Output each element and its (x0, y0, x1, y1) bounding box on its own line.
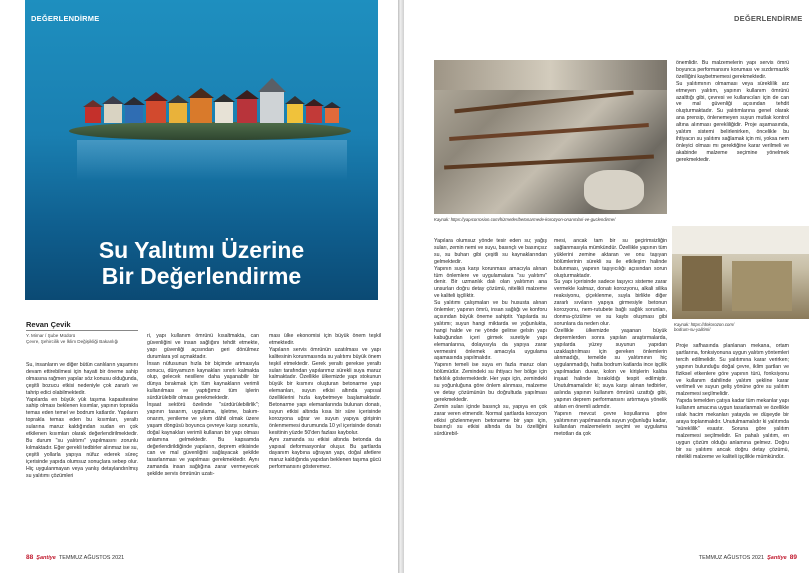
hero-illustration (25, 0, 378, 300)
left-page (0, 0, 398, 573)
rusted-rebar (454, 91, 633, 114)
ceiling-strip (434, 60, 667, 90)
issue-date: TEMMUZ AĞUSTOS 2021 (698, 555, 765, 561)
affiliation-line: Y. Mimar / Şube Müdürü (26, 333, 76, 338)
island-shape (69, 122, 351, 140)
damp-wall (732, 261, 792, 311)
page-number: 89 (789, 554, 797, 561)
body-column-2: ri, yapı kullanım ömrünü kısaltmakta, can güvenliğini ve insan sağlığını tehdit etmekte, yapı güvenliği açısından geri dönülmez durumlara yol açmaktadır. İnsan nüfusunun hızla bir biçimde artmasıyla sonucu, dünyamızın kaynakları sınırlı kalmakta olup, gelecek nesillere daha yaşanabilir bir dünya bırakmak için tüm kaynakların verimli kullanılması ve yaptığımız tüm işlerin sürdürülebilir olması gerekmektedir. İnşaat sektörü özelinde "sürdürülebilirlik"; yapının tasarım, uygulama, işletme, bakım-onarım, yenileme ve yıkım dâhil olmak üzere yaşam döngüsü boyunca çevreye karşı sorumlu, doğal kaynakları verimli kullanan bir yapı olması anlamına gelmektedir. Bu kapsamda değerlendirildiğinde yapıların, deprem etkisinde can ve mal güvenliğini sağlayacak şekilde tasarlanması ve yapılması gerekmektedir. Aynı zamanda insan sağlığına zarar vermeyecek şekilde servis ömrünün uzatı- (147, 333, 259, 478)
brand-logo: Şantiye (36, 555, 56, 561)
author-name: Revan Çevik (26, 320, 71, 329)
body-column-1: Yapılara olumsuz yönde tesir eden su; yağış suları, zemin nemi ve suyu, basınçlı ve basınçsız su, su buharı gibi çeşitli su kaynaklarından gelmektedir. Yapının suya karşı korunması amacıyla alınan tüm önlemlere ve uygulamalara "su yalıtımı" denir. Bir uzmanlık dalı olan yalıtımın ana unsurları doğru detay çözümü, nitelikli malzeme ve kaliteli işçiliktir. Su yalıtımı çalışmaları ve bu hususta alınan önlemler; yapının ömrü, insan sağlığı ve konforu açısından büyük öneme sahiptir. Yapılarda su yalıtımı; suyun hangi miktarda ve yoğunlukta, hangi halde ve ne yönde gelirse gelsin yapı kabuğundan içeri girmek suretiyle yapı elemanlarına, dolayısıyla da yapıya zarar vermesini önlemek amacıyla uygulama aşamasında yapılmalıdır. Yapının temeli ise suya en fazla maruz olan bölümüdür. Zemindeki su ihtiyacı her bölge için farklılık göstermektedir. Her yapı için, zemindeki su yoğunluğuna göre önlem alınması, malzeme ve detay çözümünün bu doğrultuda yapılması gerekmektedir. Zemin suları içinde basınçlı su, yapıya en çok zarar veren etmendir. Normal şartlarda korozyon etkisi gözlenmeyen betonarme bir yapı için, basınçlı su etkisi altında da bu özelliğini sürdürebil- (434, 238, 547, 438)
brand-logo: Şantiye (767, 555, 787, 561)
article-title-line2: Bir Değerlendirme (101, 263, 302, 289)
corrosion-photo (434, 60, 667, 214)
damp-wall (682, 256, 722, 311)
author-affiliation (26, 333, 146, 344)
water-reflection (77, 140, 347, 180)
body-column-3a: önemlidir. Bu malzemelerin yapı servis ömrü boyunca performansını koruması ve sızdırmazlık özelliğini kaybetmemesi gerekmektedir. Su yalıtımının olmaması veya süreklilik arz etmeyen yalıtım, yapının kullanım ömrünü azalttığı gibi, çevresi ve kullanıcıları için de can ve mal güvenliği açısından tehdit oluşturmaktadır. Su yalıtımlarına genel olarak ana prensip, önlenemeyen suyun mutlak kontrol altına alınması gerekliliğidir. Proje aşamasında, yalıtım sistemi belirlenirken, öncelikle bu ihtiyacın su yalıtımı sağlamak için mi, yoksa nem önleyici olması mı gerektiğine karar verilmeli ve akabinde malzeme seçimine yönelmek gerekmektedir. (676, 60, 789, 163)
photo-caption (674, 322, 804, 333)
body-column-3: ması ülke ekonomisi için büyük önem teşkil etmektedir. Yapıların servis ömrünün uzatılması ve yapı kalitesinin korunmasında su yalıtımı büyük önem teşkil etmektedir. Gerek yeraltı gerekse yeraltı suları tarafından yapılarımız sürekli suya maruz kalmaktadır. Özellikle ülkemizde yapı stokunun büyük bir kısmını oluşturan betonarme yapı elemanları, suyun etkisi altında yapısal özelliklerini hızla kaybetmeye başlamaktadır. Betonarme yapı elemanlarında bulunan donatı, suyun etkisi altında kısa bir süre içerisinde korozyona uğrar ve suyun yapıya girişinin önlenmemesi durumunda 10 yıl içerisinde donatı kesitinin yüzde 50'den fazlası kaybolur. Aynı zamanda su etkisi altında betonda da yapısal deformasyonlar oluşur. Bu şartlarda dayanım kaybına uğrayan yapı, doğal afetlere maruz kaldığında yapıdan beklenen taşıma gücü performansını gösteremez. (269, 333, 381, 471)
right-footer (699, 554, 797, 561)
page-number: 88 (26, 554, 34, 561)
body-column-2: mesi, ancak tam bir su geçirimsizliğin sağlanmasıyla mümkündür. Özellikle yapının tüm yüklerini zemine aktaran ve onu taşıyan bölümlerinin sürekli su ile etkileşim halinde bulunması, yapının taşıyıcılığı açısından sorun oluşturmaktadır. Su yapı içerisinde sadece taşıyıcı sisteme zarar vermekle kalmaz, donatı korozyonu, alkali silika reaksiyonu, çiçeklenme, suyla birlikte diğer zararlı sıvıların yapıya girmesiyle betonun korozyonu, nem-rutubete bağlı sağlık sorunları, donma-çözülme ve su kaybı oluşması gibi sorunlara da neden olur. Özellikle ülkemizde yaşanan büyük depremlerden sonra yapılan araştırmalarda, yapılarda yüzey suyunun yapıdan uzaklaştırılması için gereken önlemlerin alınmadığı, temelde su yalıtımının hiç uygulanmadığı, hatta bodrum katlarda ince işçilik yapılmadan duvar, kolon ve kirişlerin kalıba inşaat halinde bırakıldığı tespit edilmiştir. Unutulmamalıdır ki; suya karşı alınan tedbirler, aslında yapının kullanım ömrünü uzattığı gibi, yapının deprem performansını artırmaya yönelik atılan en önemli adımdır. Yapının mevcut çevre koşullarına göre yalıtımının yapılmasında suyun yoğunluğu kadar, kullanılan malzemelerin seçimi ve uygulama metotları da çok (554, 238, 667, 438)
section-label: DEĞERLENDİRME (734, 14, 803, 23)
ceiling (672, 226, 809, 254)
photo-caption: Kaynak: https://yapıcorrosion.com/hizmetler/betonarmede-korozyon-onarımlari-ve-guclendirme/ (434, 217, 616, 222)
article-title-line1: Su Yalıtımı Üzerine (98, 237, 305, 263)
left-footer (26, 554, 124, 561)
rusted-rebar (444, 155, 654, 170)
body-column-3b: Proje safhasında planlanan mekana, ortam şartlarına, fonksiyonuna uygun yalıtım yöntemleri tercih edilmelidir. Su yalıtımına karar verirken; yapının bulunduğu doğal çevre, iklim şartları ve fiziksel etkenlere göre yapının türü, fonksiyonu ve kullanım dahilinde yalıtım şekline karar verilmeli ve suyun geliş yönüne göre su yalıtım malzemesi seçilmelidir. Yapıda temelden çatıya kadar tüm mekanlar yapı kullanım amacına uygun tasarlanmalı ve özellikle ıslak hacim mekanları yatayda ve düşeyde bir araya toplanmalıdır. Unutulmamalıdır ki yalıtımda "süreklilik" esastır. Soruna göre yalıtım malzemesi seçilmelidir. En pahalı yalıtım, en uygun çözüm olduğu anlamına gelmez. Doğru bir su yalıtımı ancak doğru detay çözümü, nitelikli malzeme ve kaliteli işçilikle mümkündür. (676, 343, 789, 460)
divider (26, 330, 138, 331)
rusted-rebar (449, 123, 649, 141)
basement-photo (672, 226, 809, 319)
body-column-1: Su, insanların ve diğer bütün canlıların yaşamını devam ettirebilmesi için hayati bir öneme sahip olmasına rağmen yapılar söz konusu olduğunda, çeşitli bozucu etkisi nedeniyle çok zararlı ve tahrip edici olabilmektedir. Yapılarda en büyük yük taşıma kapasitesine sahip olması beklenen kısımlar, yapının topraklа temas eden temel ve bodrum katlardır. Yapıların toprakla temas eden bu kısımları, yeraltı sularına maruz kaldığından sudan en çok etkilenen kısımları olarak değerlendirilmektedir. Bu durum "su yalıtımı" yapılmasını zorunlu kılmaktadır. Eğer gerekli tedbirler alınmaz ise su, çeşitli yollarla yapıya nüfuz ederek süreç içerisinde yapıda olumsuz sonuçlara sebep olur. Hiç uygulanmayan veya yanlış detaylandırılmış su yalıtımı çözümleri (26, 362, 138, 479)
spalled-concrete (584, 170, 644, 210)
section-label: DEĞERLENDİRME (31, 14, 100, 23)
affiliation-line: Çevre, Şehircilik ve İklim Değişikliği Bakanlığı (26, 338, 119, 344)
issue-date: TEMMUZ AĞUSTOS 2021 (58, 555, 125, 561)
caption-line: Kaynak: https://dnkorozon.com/ (674, 322, 735, 327)
caption-line: bodrum-su-yalitimi/ (674, 327, 711, 333)
right-page (404, 0, 809, 573)
